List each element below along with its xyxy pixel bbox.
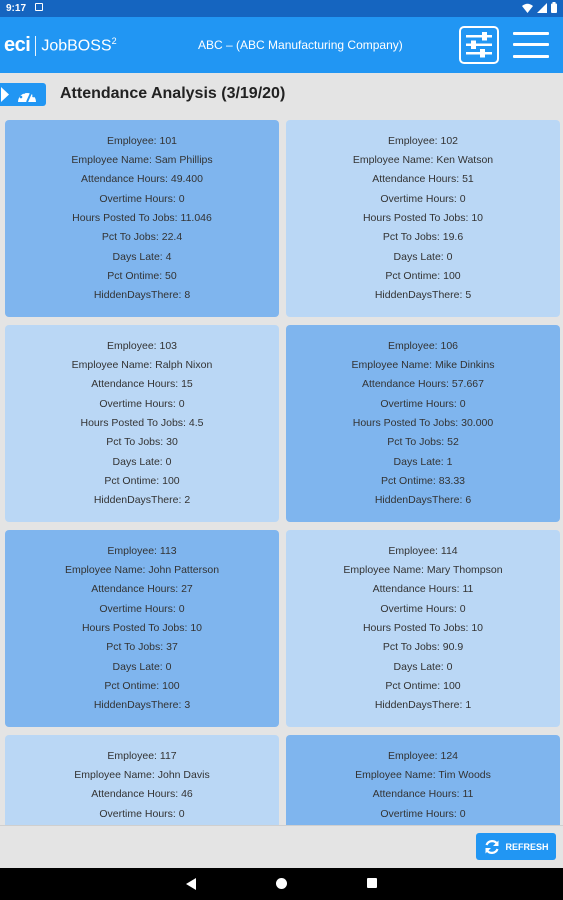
attendance-hours: 51	[462, 173, 474, 185]
row-hours-posted: Hours Posted To Jobs: 10	[81, 622, 203, 634]
row-days-late: Days Late: 1	[393, 456, 453, 468]
pct-to-jobs: 52	[447, 436, 459, 448]
system-nav-bar	[0, 868, 563, 900]
employee-card[interactable]	[286, 120, 560, 317]
row-pct-to-jobs: Pct To Jobs: 52	[387, 436, 459, 448]
dashboard-nav-button[interactable]	[0, 83, 46, 106]
logo-superscript: 2	[111, 35, 117, 46]
row-days-late: Days Late: 0	[393, 661, 453, 673]
employee-id: 106	[440, 340, 459, 352]
row-employee-name: Employee Name: John Davis	[74, 769, 210, 781]
hamburger-menu-icon[interactable]	[513, 30, 549, 60]
attendance-hours: 11	[462, 788, 474, 800]
row-pct-ontime: Pct Ontime: 100	[104, 680, 180, 692]
logo-divider	[35, 36, 36, 56]
hours-posted: 10	[471, 622, 484, 634]
pct-ontime: 100	[443, 680, 461, 692]
row-hidden-days: HiddenDaysThere: 6	[374, 494, 472, 506]
row-employee-name: Employee Name: Ralph Nixon	[71, 359, 213, 371]
days-late: 1	[446, 456, 453, 468]
row-employee: Employee: 101	[106, 135, 178, 147]
overtime-hours: 0	[178, 808, 185, 820]
row-pct-to-jobs: Pct To Jobs: 22.4	[101, 231, 183, 243]
days-late: 0	[446, 251, 453, 263]
row-overtime-hours: Overtime Hours: 0	[380, 808, 466, 820]
row-hidden-days: HiddenDaysThere: 8	[93, 289, 191, 301]
employee-name: Mary Thompson	[426, 564, 503, 576]
row-overtime-hours: Overtime Hours: 0	[99, 398, 185, 410]
employee-id: 117	[159, 750, 177, 762]
row-hours-posted: Hours Posted To Jobs: 4.5	[80, 417, 204, 429]
row-pct-ontime: Pct Ontime: 100	[385, 680, 461, 692]
hidden-days: 8	[184, 289, 191, 301]
row-days-late: Days Late: 0	[393, 251, 453, 263]
filter-settings-button[interactable]	[459, 26, 499, 64]
employee-id: 102	[440, 135, 459, 147]
employee-id: 103	[159, 340, 178, 352]
employee-name: Tim Woods	[438, 769, 491, 781]
hidden-days: 1	[465, 699, 472, 711]
attendance-hours: 57.667	[451, 378, 484, 390]
row-overtime-hours: Overtime Hours: 0	[380, 603, 466, 615]
row-hidden-days: HiddenDaysThere: 3	[93, 699, 191, 711]
logo-product	[41, 36, 116, 55]
row-overtime-hours: Overtime Hours: 0	[99, 603, 185, 615]
hidden-days: 3	[184, 699, 191, 711]
employee-id: 124	[440, 750, 459, 762]
employee-name: Ken Watson	[436, 154, 494, 166]
chevron-right-icon	[1, 87, 9, 102]
row-attendance-hours: Attendance Hours: 57.667	[361, 378, 484, 390]
row-hidden-days: HiddenDaysThere: 5	[374, 289, 472, 301]
attendance-hours: 27	[181, 583, 193, 595]
overtime-hours: 0	[459, 808, 466, 820]
employee-name: John Patterson	[148, 564, 220, 576]
overtime-hours: 0	[178, 603, 185, 615]
pct-ontime: 50	[165, 270, 177, 282]
row-employee: Employee: 117	[107, 750, 177, 762]
title-bar	[0, 73, 563, 115]
status-bar	[0, 0, 563, 17]
row-pct-to-jobs: Pct To Jobs: 90.9	[382, 641, 464, 653]
row-employee: Employee: 102	[387, 135, 459, 147]
hours-posted: 11.046	[180, 212, 212, 224]
hours-posted: 10	[190, 622, 203, 634]
hours-posted: 4.5	[188, 417, 204, 429]
row-days-late: Days Late: 0	[112, 661, 172, 673]
employee-id: 114	[440, 545, 458, 557]
speedometer-icon	[16, 86, 38, 103]
pct-to-jobs: 30	[166, 436, 178, 448]
page-title: Attendance Analysis (3/19/20)	[60, 85, 286, 102]
row-employee-name: Employee Name: Sam Phillips	[71, 154, 213, 166]
employee-name: John Davis	[157, 769, 210, 781]
overtime-hours: 0	[459, 603, 466, 615]
row-employee: Employee: 103	[106, 340, 178, 352]
row-pct-ontime: Pct Ontime: 83.33	[380, 475, 466, 487]
employee-id: 113	[159, 545, 177, 557]
row-overtime-hours: Overtime Hours: 0	[380, 193, 466, 205]
employee-name: Sam Phillips	[154, 154, 213, 166]
days-late: 0	[446, 661, 453, 673]
row-employee-name: Employee Name: John Patterson	[64, 564, 220, 576]
row-pct-ontime: Pct Ontime: 100	[104, 475, 180, 487]
pct-ontime: 100	[162, 680, 180, 692]
row-pct-to-jobs: Pct To Jobs: 19.6	[382, 231, 464, 243]
overtime-hours: 0	[459, 193, 466, 205]
row-pct-ontime: Pct Ontime: 50	[107, 270, 177, 282]
employee-card[interactable]	[286, 735, 560, 825]
status-icons	[522, 2, 557, 13]
pct-ontime: 100	[162, 475, 180, 487]
days-late: 4	[165, 251, 172, 263]
battery-icon	[551, 2, 557, 13]
row-pct-ontime: Pct Ontime: 100	[385, 270, 461, 282]
pct-ontime: 100	[443, 270, 461, 282]
row-attendance-hours: Attendance Hours: 46	[91, 788, 193, 800]
attendance-hours: 49.400	[170, 173, 203, 185]
employee-card[interactable]	[286, 530, 560, 727]
pct-ontime: 83.33	[438, 475, 466, 487]
company-name: ABC – (ABC Manufacturing Company)	[198, 38, 403, 52]
hidden-days: 2	[184, 494, 191, 506]
employee-card[interactable]	[5, 735, 279, 825]
employee-card[interactable]	[5, 530, 279, 727]
row-pct-to-jobs: Pct To Jobs: 37	[106, 641, 178, 653]
row-employee: Employee: 114	[388, 545, 458, 557]
pct-to-jobs: 19.6	[442, 231, 464, 243]
wifi-icon	[522, 3, 533, 13]
refresh-label: REFRESH	[505, 841, 549, 852]
pct-to-jobs: 22.4	[161, 231, 183, 243]
row-overtime-hours: Overtime Hours: 0	[99, 193, 185, 205]
overtime-hours: 0	[178, 398, 185, 410]
recent-apps-icon[interactable]	[367, 878, 377, 888]
row-hidden-days: HiddenDaysThere: 2	[93, 494, 191, 506]
attendance-hours: 46	[181, 788, 193, 800]
row-employee-name: Employee Name: Ken Watson	[352, 154, 494, 166]
pct-to-jobs: 90.9	[442, 641, 464, 653]
logo-product-name: JobBOSS	[41, 37, 112, 55]
hidden-days: 6	[465, 494, 472, 506]
hidden-days: 5	[465, 289, 472, 301]
row-hours-posted: Hours Posted To Jobs: 10	[362, 622, 484, 634]
app-bar	[0, 17, 563, 73]
employee-card[interactable]	[5, 120, 279, 317]
row-attendance-hours: Attendance Hours: 11	[372, 583, 474, 595]
row-hours-posted: Hours Posted To Jobs: 10	[362, 212, 484, 224]
employee-cards-list[interactable]	[0, 115, 563, 825]
row-pct-to-jobs: Pct To Jobs: 30	[106, 436, 178, 448]
refresh-icon	[483, 838, 501, 856]
row-days-late: Days Late: 0	[112, 456, 172, 468]
row-attendance-hours: Attendance Hours: 11	[372, 788, 474, 800]
row-employee: Employee: 124	[387, 750, 459, 762]
row-employee: Employee: 106	[387, 340, 459, 352]
row-attendance-hours: Attendance Hours: 51	[372, 173, 474, 185]
overtime-hours: 0	[459, 398, 466, 410]
row-attendance-hours: Attendance Hours: 15	[91, 378, 193, 390]
signal-icon	[537, 3, 547, 13]
employee-card[interactable]	[5, 325, 279, 522]
row-attendance-hours: Attendance Hours: 49.400	[80, 173, 203, 185]
row-days-late: Days Late: 4	[112, 251, 172, 263]
row-employee: Employee: 113	[107, 545, 177, 557]
home-icon[interactable]	[276, 878, 287, 889]
logo-eci: eci	[4, 34, 31, 56]
row-overtime-hours: Overtime Hours: 0	[99, 808, 185, 820]
attendance-hours: 11	[462, 583, 474, 595]
employee-id: 101	[159, 135, 178, 147]
row-employee-name: Employee Name: Mary Thompson	[343, 564, 503, 576]
pct-to-jobs: 37	[166, 641, 178, 653]
days-late: 0	[165, 456, 172, 468]
sliders-icon	[461, 28, 497, 62]
row-employee-name: Employee Name: Mike Dinkins	[351, 359, 495, 371]
refresh-button[interactable]	[476, 833, 556, 860]
bottom-toolbar	[0, 825, 563, 868]
overtime-hours: 0	[178, 193, 185, 205]
row-employee-name: Employee Name: Tim Woods	[355, 769, 491, 781]
row-hidden-days: HiddenDaysThere: 1	[374, 699, 472, 711]
back-icon[interactable]	[186, 878, 196, 890]
status-time: 9:17	[6, 3, 27, 14]
attendance-hours: 15	[181, 378, 193, 390]
notification-icon	[35, 3, 43, 11]
hours-posted: 30.000	[461, 417, 494, 429]
employee-card[interactable]	[286, 325, 560, 522]
employee-name: Ralph Nixon	[155, 359, 213, 371]
row-attendance-hours: Attendance Hours: 27	[91, 583, 193, 595]
row-hours-posted: Hours Posted To Jobs: 30.000	[352, 417, 494, 429]
app-logo	[4, 34, 117, 57]
row-hours-posted: Hours Posted To Jobs: 11.046	[72, 212, 212, 224]
days-late: 0	[165, 661, 172, 673]
hours-posted: 10	[471, 212, 484, 224]
employee-name: Mike Dinkins	[434, 359, 495, 371]
row-overtime-hours: Overtime Hours: 0	[380, 398, 466, 410]
